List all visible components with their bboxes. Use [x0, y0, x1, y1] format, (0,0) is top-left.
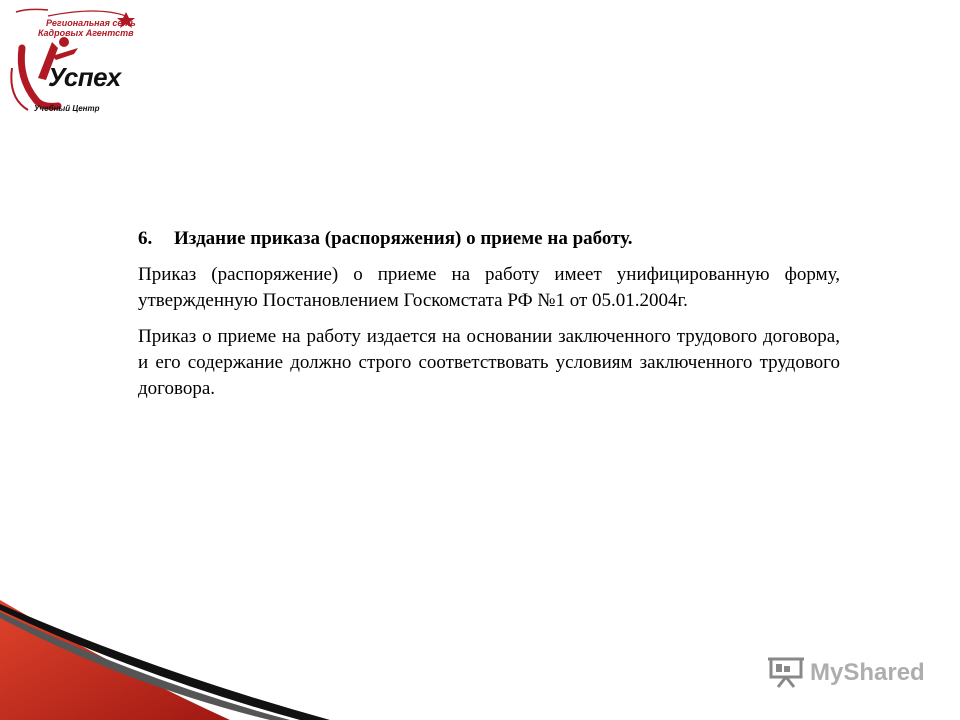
paragraph-2: Приказ о приеме на работу издается на основании заключенного трудового договора, и его содержание должно строго соответствовать условиям заключенного трудового договора. — [138, 326, 840, 399]
presentation-board-icon — [768, 655, 804, 689]
logo-network-label: Региональная сеть — [46, 18, 136, 28]
section-heading — [138, 226, 840, 252]
paragraph-1: Приказ (распоряжение) о приеме на работу имеет унифицированную форму, утвержденную Постановлением Госкомстата РФ №1 от 05.01.2004г. — [138, 264, 840, 311]
slide-content — [138, 226, 840, 412]
heading-text: Издание приказа (распоряжения) о приеме на работу. — [174, 228, 633, 249]
logo-brand-name: Успех — [48, 62, 121, 92]
logo-agencies-label: Кадровых Агентств — [38, 28, 134, 38]
watermark-text: MyShared — [810, 659, 925, 686]
myshared-watermark — [768, 655, 928, 691]
logo-subtitle: Учебный Центр — [34, 104, 100, 113]
company-logo — [8, 8, 138, 120]
heading-number: 6. — [138, 228, 153, 249]
